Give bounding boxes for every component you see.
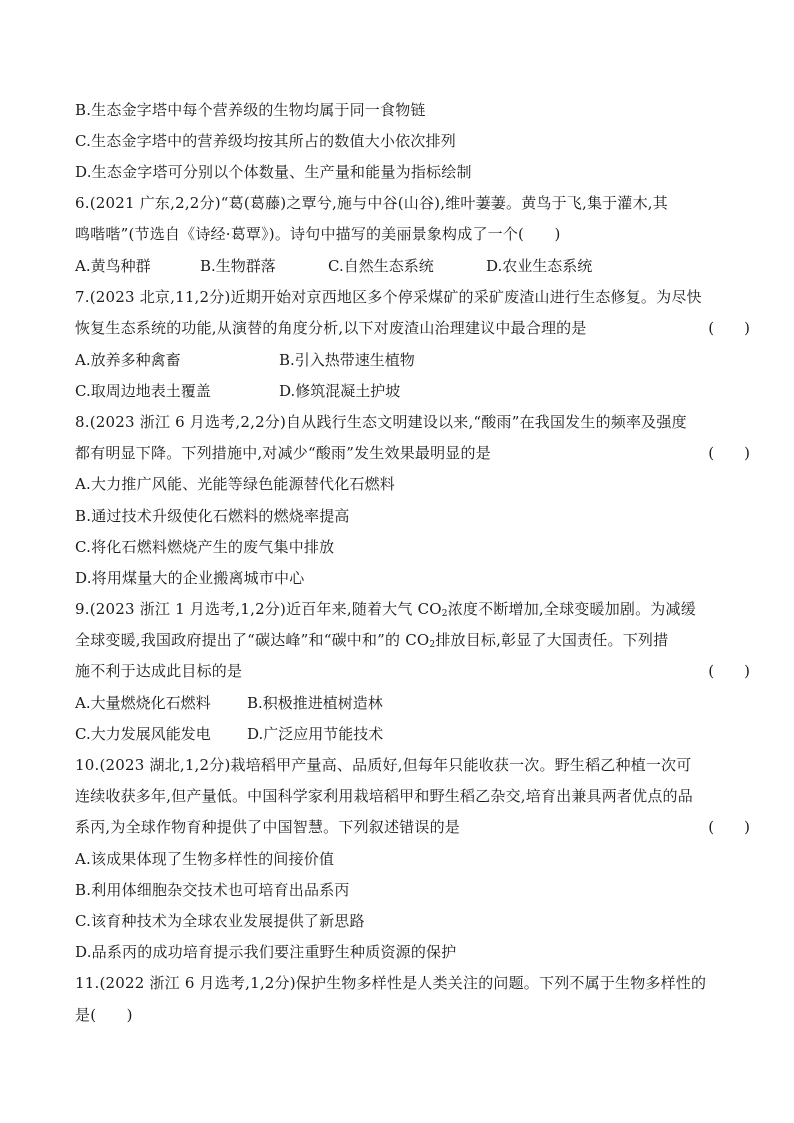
q6-stem-line1: 6.(2021 广东,2,2分)“葛(葛藤)之覃兮,施与中谷(山谷),维叶萋萋。黄鸟于飞,集于灌木,其 — [75, 194, 668, 212]
q5-option-b: B.生态金字塔中每个营养级的生物均属于同一食物链 — [75, 101, 426, 119]
q7-answer-bracket: ( ) — [708, 319, 750, 337]
q9-stem-line2 — [75, 630, 755, 655]
q7-option-c: C.取周边地表土覆盖 — [75, 382, 211, 400]
q9-line1-text-a: 9.(2023 浙江 1 月选考,1,2分)近百年来,随着大气 CO — [75, 600, 442, 618]
q9-option-a: A.大量燃烧化石燃料 — [75, 694, 211, 712]
q8-stem-line2: 都有明显下降。下列措施中,对减少“酸雨”发生效果最明显的是 — [75, 444, 491, 462]
q7-option-a: A.放养多种禽畜 — [75, 351, 181, 369]
q7-stem-line2: 恢复生态系统的功能,从演替的角度分析,以下对废渣山治理建议中最合理的是 — [75, 319, 587, 337]
q9-answer-bracket: ( ) — [708, 662, 750, 680]
q8-stem-line1: 8.(2023 浙江 6 月选考,2,2分)自从践行生态文明建设以来,“酸雨”在我国发生的频率及强度 — [75, 413, 687, 431]
q6-option-c: C.自然生态系统 — [328, 257, 434, 275]
q6-stem-line2: 鸣喈喈”(节选自《诗经·葛覃》)。诗句中描写的美丽景象构成了一个( ) — [75, 225, 561, 243]
q10-option-b: B.利用体细胞杂交技术也可培育出品系丙 — [75, 881, 350, 899]
q10-answer-bracket: ( ) — [708, 818, 750, 836]
q9-option-b: B.积极推进植树造林 — [247, 694, 383, 712]
q9-option-c: C.大力发展风能发电 — [75, 725, 211, 743]
q10-stem-line2: 连续收获多年,但产量低。中国科学家利用栽培稻甲和野生稻乙杂交,培育出兼具两者优点的品 — [75, 787, 693, 805]
q10-stem-line1: 10.(2023 湖北,1,2分)栽培稻甲产量高、品质好,但每年只能收获一次。野生稻乙种植一次可 — [75, 756, 692, 774]
q8-option-c: C.将化石燃料燃烧产生的废气集中排放 — [75, 538, 335, 556]
q10-option-c: C.该育种技术为全球农业发展提供了新思路 — [75, 912, 365, 930]
q7-option-d: D.修筑混凝土护坡 — [279, 382, 401, 400]
q9-line1-text-b: 浓度不断增加,全球变暖加剧。为减缓 — [447, 600, 696, 618]
q9-line2-text-a: 全球变暖,我国政府提出了“碳达峰”和“碳中和”的 CO — [75, 631, 430, 649]
q7-option-b: B.引入热带速生植物 — [279, 351, 415, 369]
q6-option-d: D.农业生态系统 — [486, 257, 593, 275]
q9-stem-line3: 施不利于达成此目标的是 — [75, 662, 243, 680]
q9-stem-line1 — [75, 599, 755, 624]
q10-option-d: D.品系丙的成功培育提示我们要注重野生种质资源的保护 — [75, 943, 457, 961]
q10-stem-line3: 系丙,为全球作物育种提供了中国智慧。下列叙述错误的是 — [75, 818, 460, 836]
q8-answer-bracket: ( ) — [708, 444, 750, 462]
q8-option-d: D.将用煤量大的企业搬离城市中心 — [75, 569, 305, 587]
q9-option-d: D.广泛应用节能技术 — [247, 725, 384, 743]
q8-option-a: A.大力推广风能、光能等绿色能源替代化石燃料 — [75, 475, 396, 493]
q10-option-a: A.该成果体现了生物多样性的间接价值 — [75, 850, 335, 868]
q6-option-b: B.生物群落 — [200, 257, 276, 275]
q7-stem-line1: 7.(2023 北京,11,2分)近期开始对京西地区多个停采煤矿的采矿废渣山进行生态修复。为尽快 — [75, 288, 702, 306]
q5-option-c: C.生态金字塔中的营养级均按其所占的数值大小依次排列 — [75, 132, 456, 150]
q8-option-b: B.通过技术升级使化石燃料的燃烧率提高 — [75, 507, 350, 525]
q11-stem-line2: 是( ) — [75, 1006, 133, 1024]
q6-option-a: A.黄鸟种群 — [75, 257, 151, 275]
q9-line2-text-b: 排放目标,彰显了大国责任。下列措 — [435, 631, 669, 649]
q5-option-d: D.生态金字塔可分别以个体数量、生产量和能量为指标绘制 — [75, 163, 472, 181]
q9-line2-subscript: 2 — [429, 640, 436, 650]
q9-line1-subscript: 2 — [441, 609, 448, 619]
q11-stem-line1: 11.(2022 浙江 6 月选考,1,2分)保护生物多样性是人类关注的问题。下列不属于生物多样性的 — [75, 974, 707, 992]
